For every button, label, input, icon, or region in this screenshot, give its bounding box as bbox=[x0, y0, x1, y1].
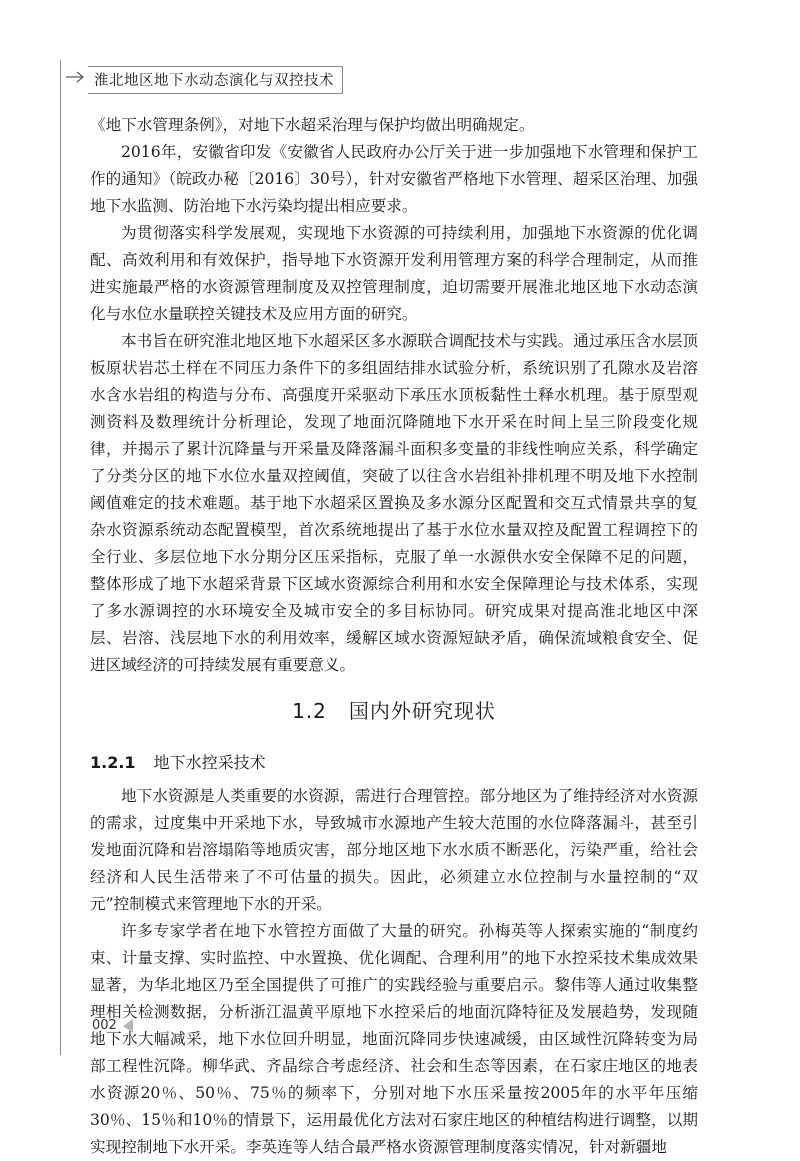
section-number: 1.2 bbox=[292, 699, 327, 723]
section-heading bbox=[90, 695, 698, 724]
paragraph: 《地下水管理条例》，对地下水超采治理与保护均做出明确规定。 bbox=[90, 116, 535, 134]
paragraph: 地下水资源是人类重要的水资源，需进行合理管控。部分地区为了维持经济对水资源的需求，过度集中开采地下水，导致城市水源地产生较大范围的水位降落漏斗，甚至引发地面沉降和岩溶塌陷等地质灾害，部分地区地下水水质不断恶化，污染严重，给社会经济和人民生活带来了不可估量的损失。因此，必须建立水位控制与水量控制的“双元”控制模式来管理地下水的开采。 bbox=[90, 787, 698, 913]
triangle-left-icon bbox=[123, 1019, 133, 1033]
paragraph: 为贯彻落实科学发展观，实现地下水资源的可持续利用，加强地下水资源的优化调配、高效利用和有效保护，指导地下水资源开发利用管理方案的科学合理制定，从而推进实施最严格的水资源管理制度及双控管理制度，迫切需要开展淮北地区地下水动态演化与水位水量联控关键技术及应用方面的研究。 bbox=[90, 224, 698, 323]
subsection-title: 地下水控采技术 bbox=[153, 753, 266, 772]
subsection-number: 1.2.1 bbox=[90, 753, 136, 772]
main-content bbox=[90, 112, 698, 1161]
running-head-title: 淮北地区地下水动态演化与双控技术 bbox=[88, 66, 343, 94]
page-number: 002 bbox=[92, 1018, 117, 1033]
paragraph: 许多专家学者在地下水管控方面做了大量的研究。孙梅英等人探索实施的“制度约束、计量支撑、实时监控、中水置换、优化调配、合理利用”的地下水控采技术集成效果显著，为华北地区乃至全国提供了可推广的实践经验与重要启示。黎伟等人通过收集整理相关检测数据，分析浙江温黄平原地下水控采后的地面沉降特征及发展趋势，发现随地下水大幅减采，地下水位回升明显，地面沉降同步快速减缓，由区域性沉降转变为局部工程性沉降。柳华武、齐晶综合考虑经济、社会和生态等因素，在石家庄地区的地表水资源20％、50％、75％的频率下，分别对地下水压采量按2005年的水平年压缩30％、15％和10％的情景下，运用最优化方法对石家庄地区的种植结构进行调整，以期实现控制地下水开采。李英连等人结合最严格水资源管理制度落实情况，针对新疆地 bbox=[90, 922, 698, 1156]
running-head bbox=[60, 62, 740, 94]
arrow-icon bbox=[66, 70, 88, 84]
subsection-heading bbox=[90, 750, 698, 773]
section-title: 国内外研究现状 bbox=[348, 699, 496, 723]
paragraph: 2016年，安徽省印发《安徽省人民政府办公厅关于进一步加强地下水管理和保护工作的通知》（皖政办秘〔2016〕30号），针对安徽省严格地下水管理、超采区治理、加强地下水监测、防治地下水污染均提出相应要求。 bbox=[90, 143, 698, 215]
page-footer bbox=[92, 1018, 133, 1033]
paragraph: 本书旨在研究淮北地区地下水超采区多水源联合调配技术与实践。通过承压含水层顶板原状岩芯土样在不同压力条件下的多组固结排水试验分析，系统识别了孔隙水及岩溶水含水岩组的构造与分布、高强度开采驱动下承压水顶板黏性土释水机理。基于原型观测资料及数理统计分析理论，发现了地面沉降随地下水开采在时间上呈三阶段变化规律，并揭示了累计沉降量与开采量及降落漏斗面积多变量的非线性响应关系，科学确定了分类分区的地下水位水量双控阈值，突破了以往含水岩组补排机理不明及地下水控制阈值难定的技术难题。基于地下水超采区置换及多水源分区配置和交互式情景共享的复杂水资源系统动态配置模型，首次系统地提出了基于水位水量双控及配置工程调控下的全行业、多层位地下水分期分区压采指标，克服了单一水源供水安全保障不足的问题，整体形成了地下水超采背景下区域水资源综合利用和水安全保障理论与技术体系，实现了多水源调控的水环境安全及城市安全的多目标协同。研究成果对提高淮北地区中深层、岩溶、浅层地下水的利用效率，缓解区域水资源短缺矛盾，确保流域粮食安全、促进区域经济的可持续发展有重要意义。 bbox=[90, 332, 698, 674]
